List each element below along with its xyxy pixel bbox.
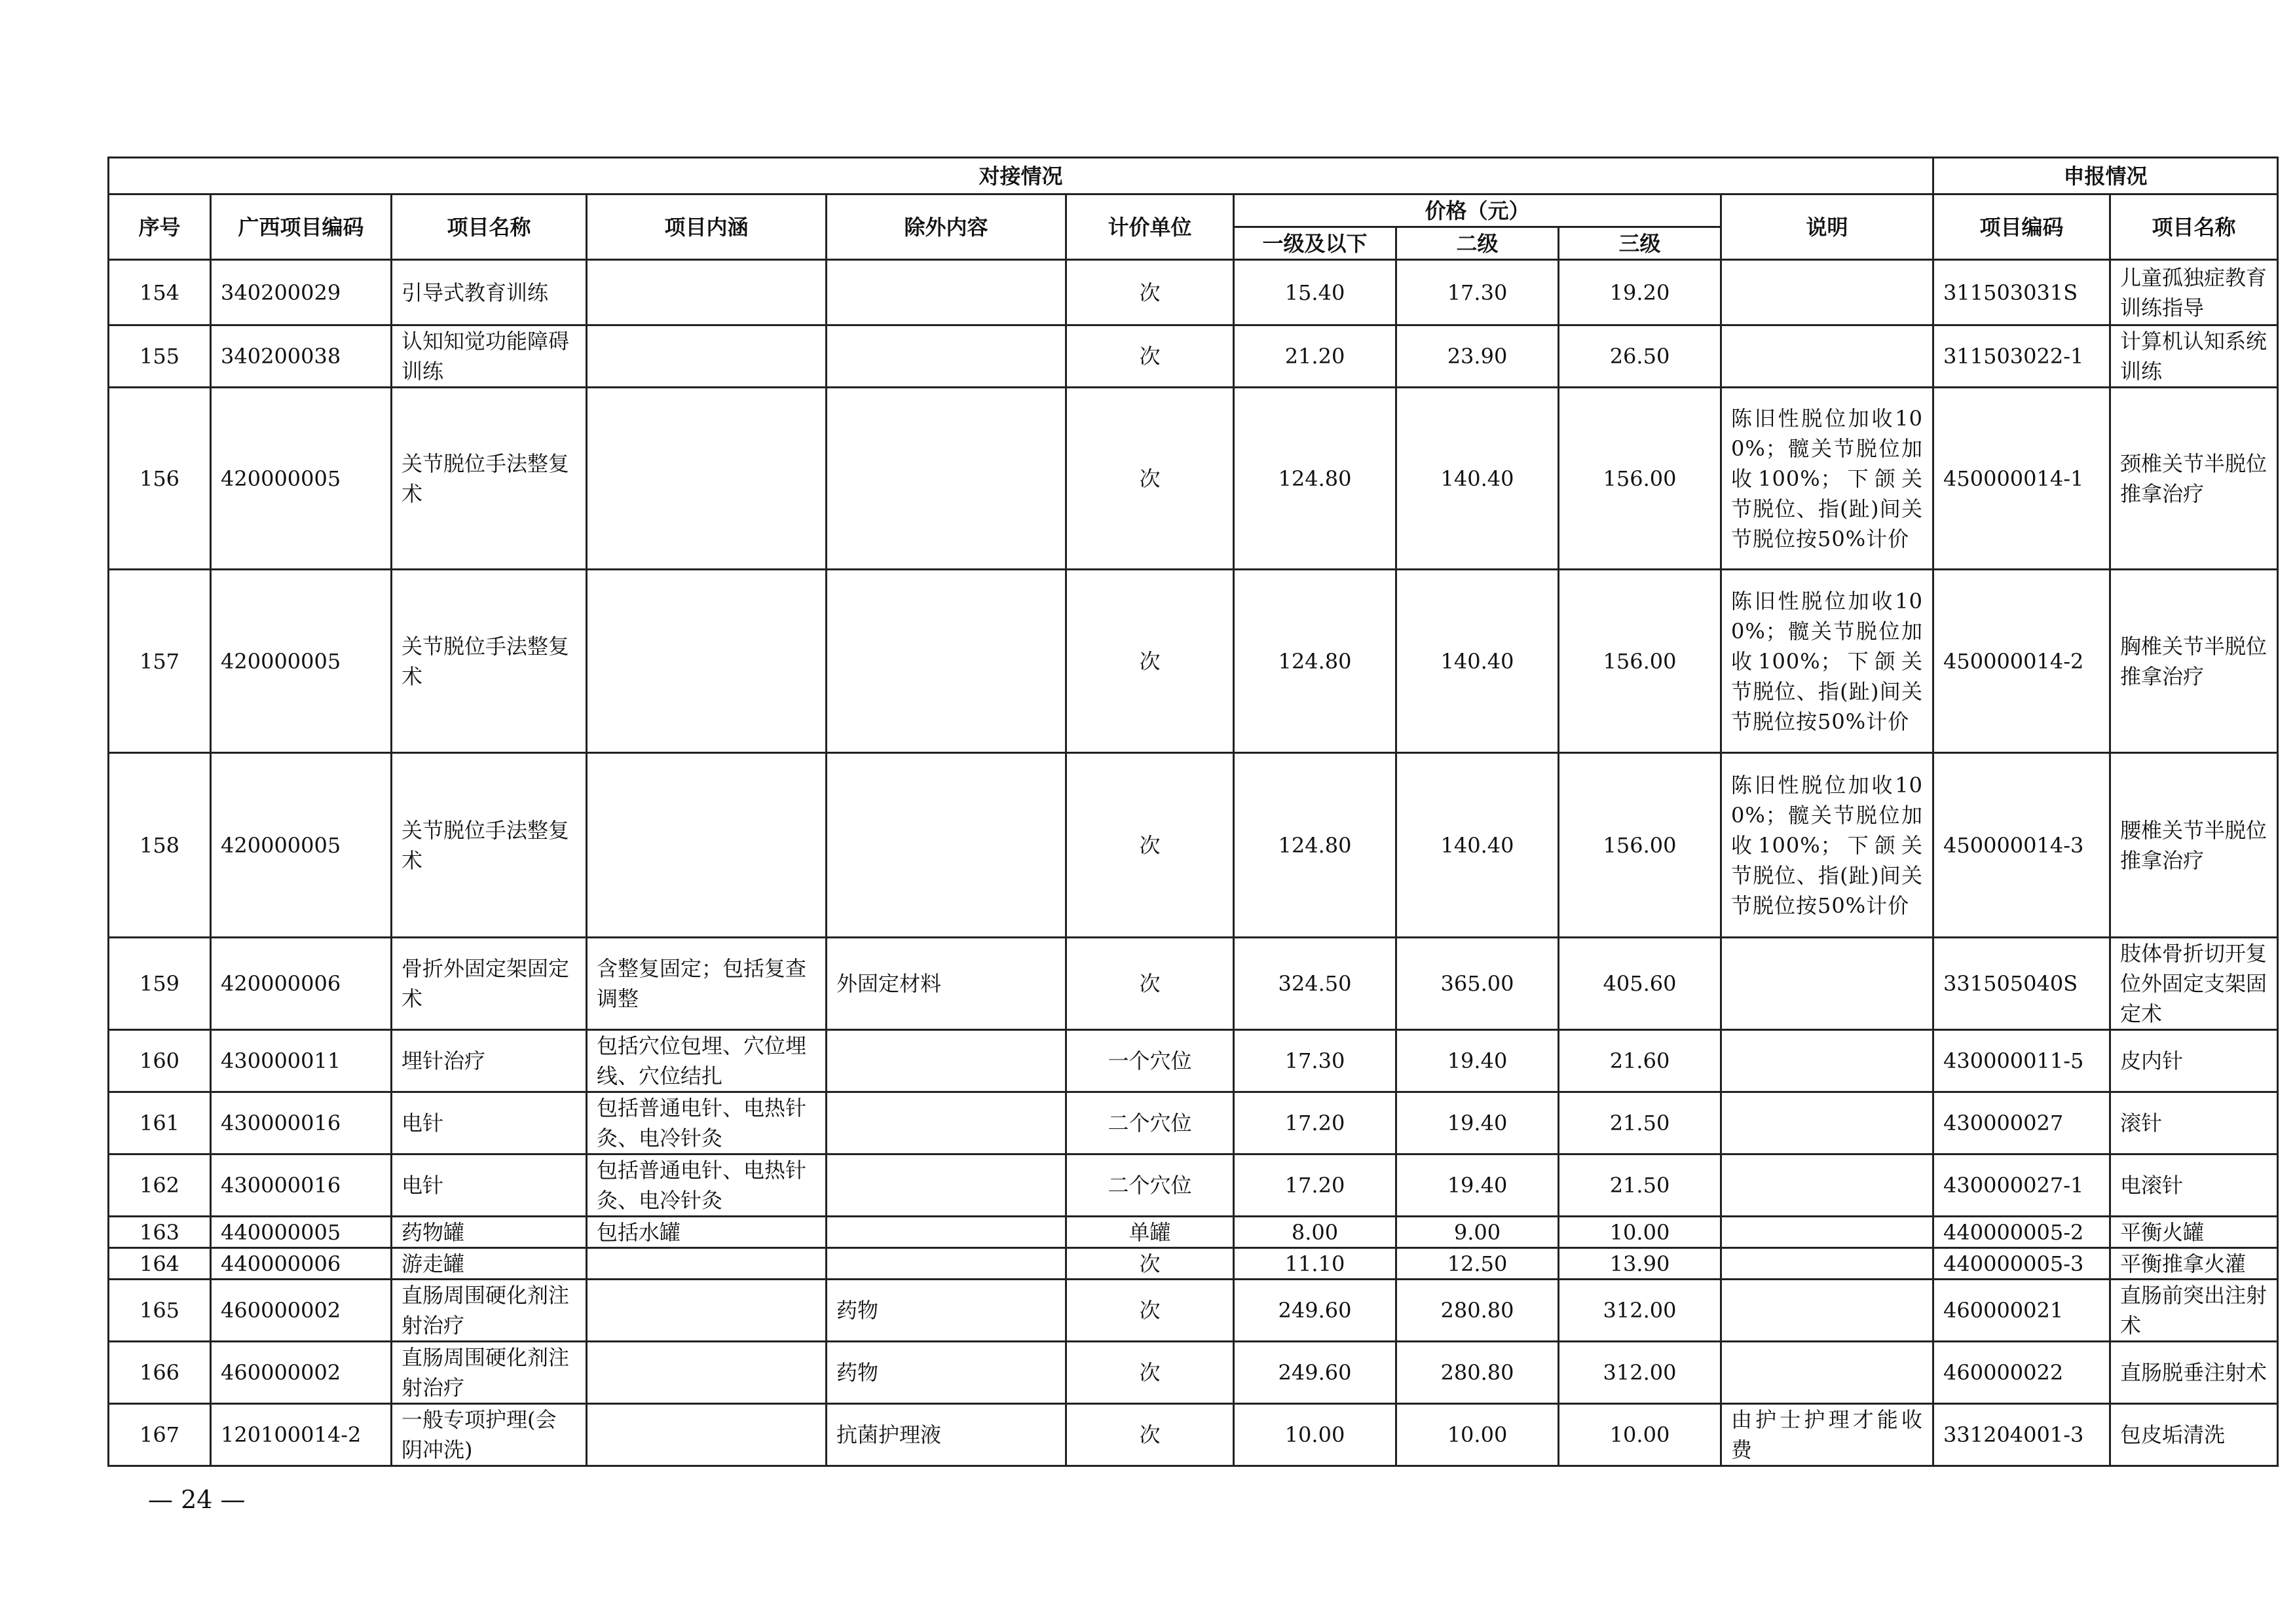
cell-code: 340200038 [211, 325, 392, 388]
cell-price-level3: 21.50 [1559, 1154, 1721, 1217]
table-row [109, 1248, 2278, 1280]
cell-report-name: 滚针 [2110, 1092, 2278, 1154]
cell-seq: 164 [109, 1248, 211, 1280]
table-row [109, 1154, 2278, 1217]
cell-report-name: 肢体骨折切开复位外固定支架固定术 [2110, 938, 2278, 1030]
cell-unit: 次 [1066, 570, 1234, 753]
cell-seq: 158 [109, 753, 211, 938]
cell-report-code: 440000005-3 [1933, 1248, 2110, 1280]
cell-report-code: 331505040S [1933, 938, 2110, 1030]
cell-content [587, 753, 827, 938]
cell-unit: 次 [1066, 325, 1234, 388]
cell-price-level1: 11.10 [1234, 1248, 1396, 1280]
cell-unit: 次 [1066, 938, 1234, 1030]
cell-note [1721, 1217, 1933, 1248]
header-unit: 计价单位 [1066, 194, 1234, 260]
cell-note: 陈旧性脱位加收100%；髋关节脱位加收100%；下颌关节脱位、指(趾)间关节脱位按50%计价 [1721, 570, 1933, 753]
cell-unit: 单罐 [1066, 1217, 1234, 1248]
cell-report-name: 平衡火罐 [2110, 1217, 2278, 1248]
cell-price-level3: 312.00 [1559, 1280, 1721, 1342]
cell-content [587, 325, 827, 388]
cell-name: 埋针治疗 [392, 1030, 587, 1092]
cell-seq: 160 [109, 1030, 211, 1092]
cell-price-level2: 19.40 [1396, 1030, 1559, 1092]
cell-price-level2: 19.40 [1396, 1154, 1559, 1217]
cell-seq: 156 [109, 388, 211, 570]
cell-price-level3: 312.00 [1559, 1342, 1721, 1404]
cell-price-level2: 140.40 [1396, 388, 1559, 570]
cell-excluded: 药物 [827, 1280, 1066, 1342]
cell-report-code: 311503022-1 [1933, 325, 2110, 388]
cell-seq: 155 [109, 325, 211, 388]
cell-code: 440000006 [211, 1248, 392, 1280]
cell-excluded [827, 753, 1066, 938]
header-excluded: 除外内容 [827, 194, 1066, 260]
cell-price-level2: 140.40 [1396, 753, 1559, 938]
cell-seq: 154 [109, 260, 211, 325]
cell-report-code: 311503031S [1933, 260, 2110, 325]
cell-price-level1: 124.80 [1234, 570, 1396, 753]
cell-note [1721, 325, 1933, 388]
cell-excluded: 抗菌护理液 [827, 1404, 1066, 1466]
cell-report-name: 直肠脱垂注射术 [2110, 1342, 2278, 1404]
table-row [109, 1030, 2278, 1092]
table-row [109, 1404, 2278, 1466]
cell-unit: 二个穴位 [1066, 1092, 1234, 1154]
cell-note [1721, 260, 1933, 325]
cell-price-level3: 13.90 [1559, 1248, 1721, 1280]
cell-price-level3: 10.00 [1559, 1404, 1721, 1466]
cell-code: 420000005 [211, 753, 392, 938]
cell-price-level3: 19.20 [1559, 260, 1721, 325]
cell-report-name: 电滚针 [2110, 1154, 2278, 1217]
cell-name: 关节脱位手法整复术 [392, 753, 587, 938]
cell-unit: 次 [1066, 753, 1234, 938]
cell-report-code: 460000022 [1933, 1342, 2110, 1404]
cell-name: 药物罐 [392, 1217, 587, 1248]
cell-note: 陈旧性脱位加收100%；髋关节脱位加收100%；下颌关节脱位、指(趾)间关节脱位按50%计价 [1721, 753, 1933, 938]
cell-note [1721, 1342, 1933, 1404]
table-row [109, 1217, 2278, 1248]
header-seq: 序号 [109, 194, 211, 260]
cell-excluded [827, 570, 1066, 753]
header-group-dock: 对接情况 [109, 158, 1933, 194]
cell-price-level1: 124.80 [1234, 388, 1396, 570]
cell-note [1721, 938, 1933, 1030]
cell-price-level3: 156.00 [1559, 753, 1721, 938]
cell-content [587, 260, 827, 325]
cell-price-level3: 10.00 [1559, 1217, 1721, 1248]
header-level1: 一级及以下 [1234, 227, 1396, 260]
page-number: — 24 — [148, 1485, 246, 1514]
cell-name: 关节脱位手法整复术 [392, 570, 587, 753]
cell-report-code: 331204001-3 [1933, 1404, 2110, 1466]
cell-note [1721, 1154, 1933, 1217]
cell-code: 420000006 [211, 938, 392, 1030]
table-body [109, 260, 2278, 1466]
cell-price-level3: 21.60 [1559, 1030, 1721, 1092]
cell-code: 430000016 [211, 1092, 392, 1154]
table-row [109, 570, 2278, 753]
table-row [109, 1342, 2278, 1404]
cell-unit: 次 [1066, 260, 1234, 325]
cell-price-level2: 23.90 [1396, 325, 1559, 388]
header-level3: 三级 [1559, 227, 1721, 260]
cell-price-level2: 12.50 [1396, 1248, 1559, 1280]
cell-report-name: 包皮垢清洗 [2110, 1404, 2278, 1466]
cell-report-name: 皮内针 [2110, 1030, 2278, 1092]
cell-report-code: 450000014-3 [1933, 753, 2110, 938]
cell-report-name: 儿童孤独症教育训练指导 [2110, 260, 2278, 325]
cell-content [587, 388, 827, 570]
cell-name: 直肠周围硬化剂注射治疗 [392, 1342, 587, 1404]
cell-unit: 一个穴位 [1066, 1030, 1234, 1092]
header-price: 价格（元） [1234, 194, 1721, 227]
cell-report-code: 450000014-2 [1933, 570, 2110, 753]
cell-price-level1: 17.30 [1234, 1030, 1396, 1092]
cell-code: 440000005 [211, 1217, 392, 1248]
cell-excluded [827, 1217, 1066, 1248]
cell-price-level3: 21.50 [1559, 1092, 1721, 1154]
cell-report-name: 计算机认知系统训练 [2110, 325, 2278, 388]
cell-content [587, 1280, 827, 1342]
cell-content: 含整复固定；包括复查调整 [587, 938, 827, 1030]
cell-code: 430000011 [211, 1030, 392, 1092]
cell-price-level1: 324.50 [1234, 938, 1396, 1030]
header-report-name: 项目名称 [2110, 194, 2278, 260]
cell-price-level2: 280.80 [1396, 1280, 1559, 1342]
cell-unit: 次 [1066, 388, 1234, 570]
cell-price-level1: 15.40 [1234, 260, 1396, 325]
table-row [109, 1092, 2278, 1154]
cell-unit: 次 [1066, 1248, 1234, 1280]
cell-name: 引导式教育训练 [392, 260, 587, 325]
cell-content: 包括水罐 [587, 1217, 827, 1248]
cell-content [587, 1248, 827, 1280]
header-item-name: 项目名称 [392, 194, 587, 260]
cell-report-code: 430000027 [1933, 1092, 2110, 1154]
cell-price-level1: 124.80 [1234, 753, 1396, 938]
cell-seq: 166 [109, 1342, 211, 1404]
cell-price-level2: 365.00 [1396, 938, 1559, 1030]
cell-seq: 167 [109, 1404, 211, 1466]
cell-name: 关节脱位手法整复术 [392, 388, 587, 570]
cell-code: 340200029 [211, 260, 392, 325]
cell-name: 骨折外固定架固定术 [392, 938, 587, 1030]
cell-code: 420000005 [211, 388, 392, 570]
cell-name: 电针 [392, 1092, 587, 1154]
cell-unit: 次 [1066, 1342, 1234, 1404]
header-report-code: 项目编码 [1933, 194, 2110, 260]
cell-excluded [827, 260, 1066, 325]
cell-price-level2: 10.00 [1396, 1404, 1559, 1466]
price-table [107, 157, 2279, 1467]
cell-price-level2: 19.40 [1396, 1092, 1559, 1154]
cell-report-code: 430000027-1 [1933, 1154, 2110, 1217]
cell-code: 430000016 [211, 1154, 392, 1217]
table-row [109, 938, 2278, 1030]
cell-content [587, 1404, 827, 1466]
cell-unit: 次 [1066, 1404, 1234, 1466]
cell-code: 460000002 [211, 1342, 392, 1404]
header-gx-code: 广西项目编码 [211, 194, 392, 260]
cell-report-name: 胸椎关节半脱位推拿治疗 [2110, 570, 2278, 753]
cell-price-level1: 17.20 [1234, 1092, 1396, 1154]
cell-price-level1: 10.00 [1234, 1404, 1396, 1466]
cell-price-level3: 156.00 [1559, 570, 1721, 753]
cell-note [1721, 1248, 1933, 1280]
cell-seq: 163 [109, 1217, 211, 1248]
cell-price-level2: 140.40 [1396, 570, 1559, 753]
cell-price-level3: 156.00 [1559, 388, 1721, 570]
cell-unit: 次 [1066, 1280, 1234, 1342]
cell-report-name: 颈椎关节半脱位推拿治疗 [2110, 388, 2278, 570]
cell-seq: 161 [109, 1092, 211, 1154]
cell-excluded [827, 388, 1066, 570]
cell-price-level3: 405.60 [1559, 938, 1721, 1030]
cell-excluded [827, 1092, 1066, 1154]
cell-note [1721, 1092, 1933, 1154]
cell-report-code: 430000011-5 [1933, 1030, 2110, 1092]
cell-content: 包括普通电针、电热针灸、电冷针灸 [587, 1092, 827, 1154]
cell-name: 电针 [392, 1154, 587, 1217]
cell-seq: 162 [109, 1154, 211, 1217]
cell-report-name: 直肠前突出注射术 [2110, 1280, 2278, 1342]
cell-price-level2: 17.30 [1396, 260, 1559, 325]
cell-seq: 159 [109, 938, 211, 1030]
cell-price-level1: 249.60 [1234, 1342, 1396, 1404]
cell-price-level2: 280.80 [1396, 1342, 1559, 1404]
cell-note [1721, 1280, 1933, 1342]
cell-excluded [827, 1248, 1066, 1280]
cell-report-name: 腰椎关节半脱位推拿治疗 [2110, 753, 2278, 938]
header-level2: 二级 [1396, 227, 1559, 260]
cell-excluded: 药物 [827, 1342, 1066, 1404]
cell-price-level1: 8.00 [1234, 1217, 1396, 1248]
cell-content: 包括穴位包埋、穴位埋线、穴位结扎 [587, 1030, 827, 1092]
cell-report-code: 440000005-2 [1933, 1217, 2110, 1248]
cell-code: 120100014-2 [211, 1404, 392, 1466]
cell-code: 420000005 [211, 570, 392, 753]
cell-excluded [827, 1030, 1066, 1092]
cell-content [587, 570, 827, 753]
cell-price-level1: 17.20 [1234, 1154, 1396, 1217]
cell-price-level1: 249.60 [1234, 1280, 1396, 1342]
cell-note: 陈旧性脱位加收100%；髋关节脱位加收100%；下颌关节脱位、指(趾)间关节脱位按50%计价 [1721, 388, 1933, 570]
cell-excluded: 外固定材料 [827, 938, 1066, 1030]
cell-report-name: 平衡推拿火灌 [2110, 1248, 2278, 1280]
cell-name: 认知知觉功能障碍训练 [392, 325, 587, 388]
cell-excluded [827, 325, 1066, 388]
cell-report-code: 450000014-1 [1933, 388, 2110, 570]
table-row [109, 753, 2278, 938]
cell-seq: 157 [109, 570, 211, 753]
cell-price-level2: 9.00 [1396, 1217, 1559, 1248]
cell-name: 游走罐 [392, 1248, 587, 1280]
table-row [109, 260, 2278, 325]
table-row [109, 325, 2278, 388]
cell-unit: 二个穴位 [1066, 1154, 1234, 1217]
table-row [109, 388, 2278, 570]
cell-report-code: 460000021 [1933, 1280, 2110, 1342]
cell-content: 包括普通电针、电热针灸、电冷针灸 [587, 1154, 827, 1217]
cell-name: 直肠周围硬化剂注射治疗 [392, 1280, 587, 1342]
table-row [109, 1280, 2278, 1342]
cell-price-level1: 21.20 [1234, 325, 1396, 388]
cell-note: 由护士护理才能收费 [1721, 1404, 1933, 1466]
cell-content [587, 1342, 827, 1404]
cell-code: 460000002 [211, 1280, 392, 1342]
cell-name: 一般专项护理(会阴冲洗) [392, 1404, 587, 1466]
cell-excluded [827, 1154, 1066, 1217]
cell-note [1721, 1030, 1933, 1092]
cell-seq: 165 [109, 1280, 211, 1342]
header-note: 说明 [1721, 194, 1933, 260]
header-group-report: 申报情况 [1933, 158, 2278, 194]
header-item-content: 项目内涵 [587, 194, 827, 260]
cell-price-level3: 26.50 [1559, 325, 1721, 388]
